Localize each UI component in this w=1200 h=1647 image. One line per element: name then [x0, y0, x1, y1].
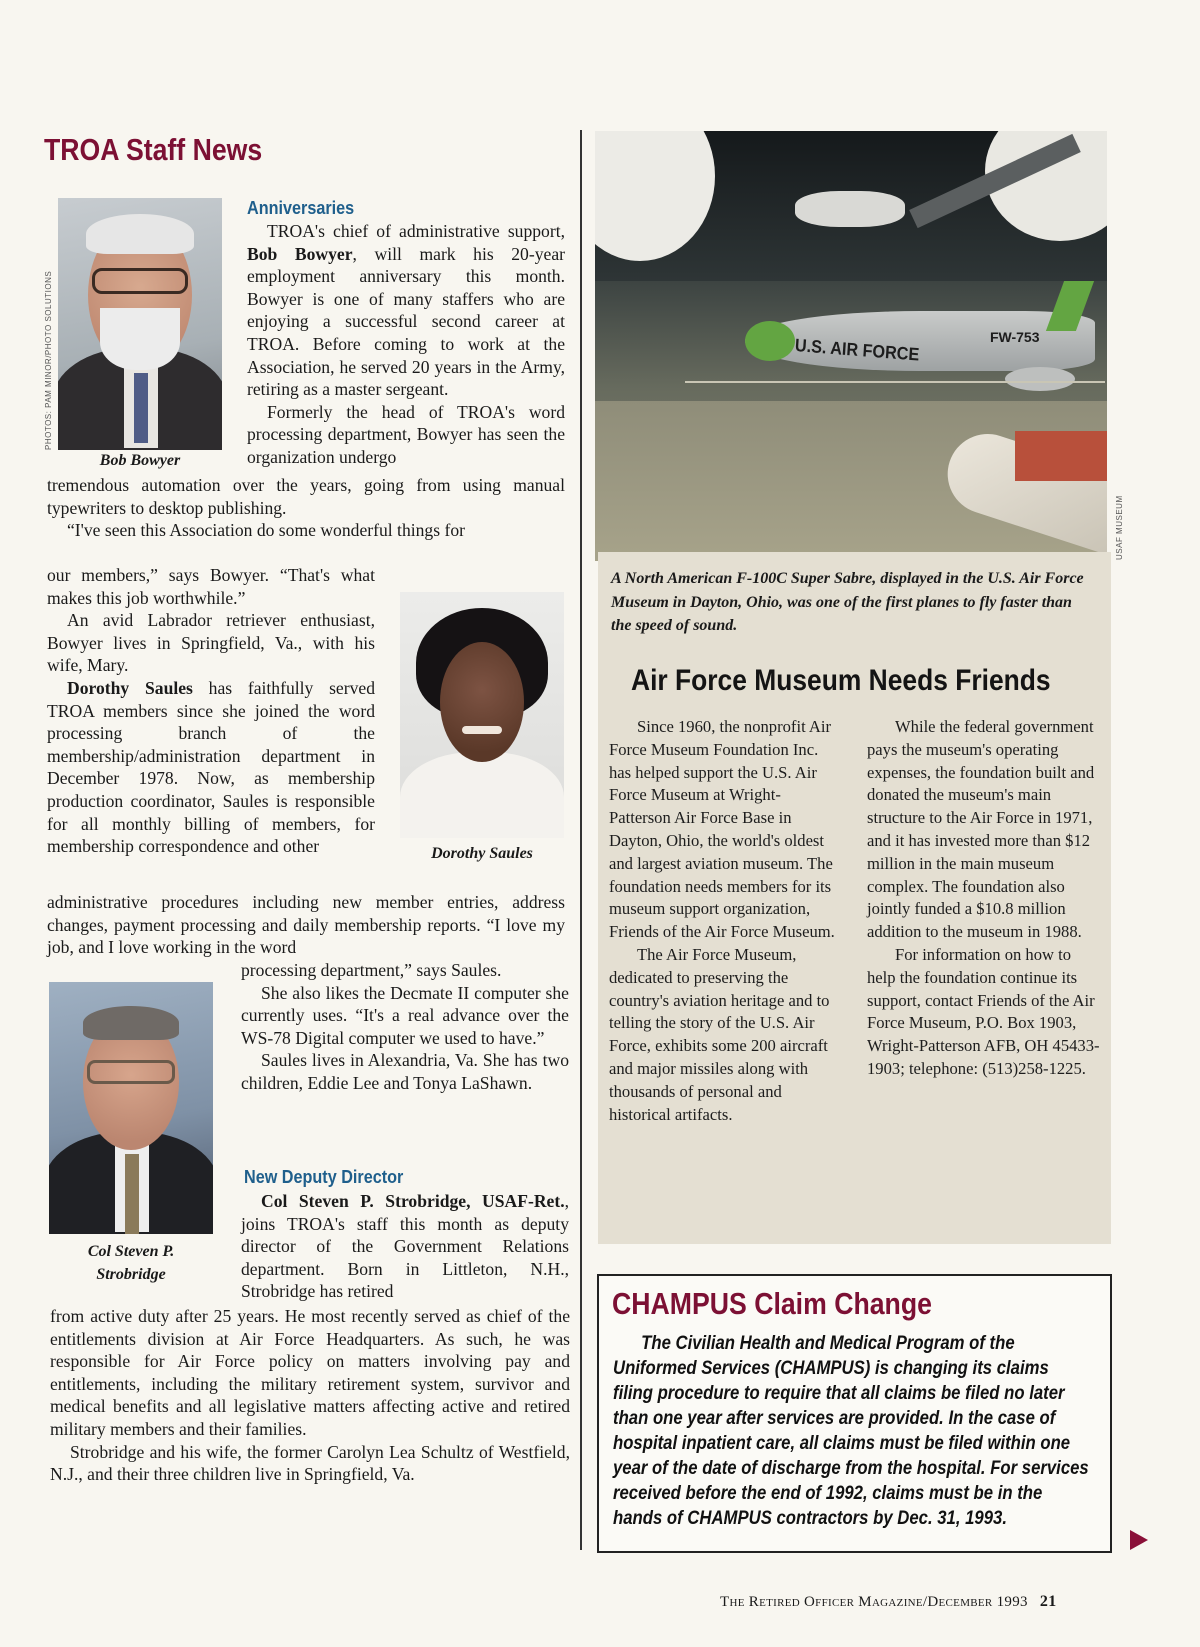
plane-tail-number: FW-753 [990, 329, 1040, 345]
museum-photo-caption: A North American F-100C Super Sabre, displayed in the U.S. Air Force Museum in Dayton, Ohio, was one of the first planes to fly faster than the speed of sound. [611, 570, 1084, 634]
bowyer-text-block [247, 220, 565, 469]
page-title: TROA Staff News [44, 132, 263, 167]
museum-col1-paragraph-2: The Air Force Museum, dedicated to preserving the country's aviation heritage and to telling the story of the U.S. Air Force, exhibits some 200 aircraft and major missiles along with thousands of personal and historical artifacts. [609, 944, 830, 1124]
photo-credit-staff: PHOTOS: PAM MINOR/PHOTO SOLUTIONS [44, 270, 53, 450]
bowyer-paragraph-4: An avid Labrador retriever enthusiast, Bowyer lives in Springfield, Va., with his wife, Mary. [47, 610, 375, 676]
bowyer-caption: Bob Bowyer [99, 452, 181, 469]
strobridge-caption-line1: Col Steven P. [87, 1243, 175, 1260]
strobridge-paragraph-1: Col Steven P. Strobridge, USAF-Ret., joins TROA's staff this month as deputy director of the Government Relations department. Born in Littleton, N.H., Strobridge has retired [241, 1191, 569, 1302]
strobridge-caption-line2: Strobridge [96, 1266, 166, 1283]
saules-text-cont [47, 891, 565, 959]
page-footer [720, 1593, 1057, 1611]
page-number: 21 [1039, 1593, 1057, 1610]
saules-paragraph-1: Dorothy Saules has faithfully served TROA members since she joined the word processing branch of the membership/administration department in December 1978. Now, as membership production coordinator, Saules is responsible for all monthly billing of members, for membership correspondence and other [47, 677, 375, 857]
strobridge-caption [49, 1240, 213, 1286]
strobridge-paragraph-1-cont: from active duty after 25 years. He most recently served as chief of the entitlements division at Air Force Headquarters. As such, he was responsible for Air Force policy on matters involving pay and entitlements, including the military retirement system, survivor and medical benefits and all legislative matters affecting active and retired military members and their families. [50, 1306, 570, 1439]
strobridge-side-text [241, 1190, 569, 1303]
saules-caption: Dorothy Saules [431, 845, 533, 862]
bowyer-paragraph-3: “I've seen this Association do some wonderful things for [67, 520, 465, 541]
strobridge-paragraph-2: Strobridge and his wife, the former Carolyn Lea Schultz of Westfield, N.J., and their three children live in Springfield, Va. [50, 1441, 570, 1485]
bowyer-paragraph-1: TROA's chief of administrative support, Bob Bowyer, will mark his 20-year employment anniversary this month. Bowyer is one of many staffers who are enjoying a successful second career at TROA. Before coming to work at the Association, he served 20 years in the Army, retiring as a master sergeant. [247, 221, 565, 400]
deputy-director-heading: New Deputy Director [244, 1167, 404, 1187]
saules-paragraph-3: Saules lives in Alexandria, Va. She has two children, Eddie Lee and Tonya LaShawn. [241, 1050, 569, 1093]
strobridge-photo [49, 982, 213, 1234]
strobridge-text-cont [50, 1305, 570, 1486]
museum-column-1 [609, 716, 841, 1126]
bowyer-paragraph-3-cont: our members,” says Bowyer. “That's what makes this job worthwhile.” [47, 565, 375, 608]
bowyer-paragraph-2-cont: tremendous automation over the years, going from using manual typewriters to desktop publishing. [47, 475, 565, 518]
champus-title: CHAMPUS Claim Change [612, 1286, 932, 1321]
champus-body: The Civilian Health and Medical Program of the Uniformed Services (CHAMPUS) is changing its claims filing procedure to require that all claims be filed no later than one year after services are provided. In the case of hospital inpatient care, all claims must be filed within one year of the date of discharge from the hospital. For services received before the end of 1992, claims must be in the hands of CHAMPUS contractors by Dec. 31, 1993. [613, 1333, 1089, 1529]
museum-col2-paragraph-1: While the federal government pays the museum's operating expenses, the foundation built and donated the museum's main structure to the Air Force in 1971, and it has invested more than $12 million in the main museum complex. The foundation also jointly funded a $10.8 million addition to the museum in 1988. [867, 717, 1095, 942]
dorothy-saules-photo [400, 592, 564, 838]
saules-side-text [47, 564, 375, 858]
magazine-name: The Retired Officer Magazine/December 1993 [720, 1594, 1028, 1610]
column-divider [580, 130, 582, 1550]
continue-arrow-icon [1130, 1530, 1148, 1550]
anniversaries-heading: Anniversaries [247, 198, 355, 218]
plane-markings: U.S. AIR FORCE [794, 335, 920, 365]
saules-paragraph-1-cont2: processing department,” says Saules. [241, 960, 502, 980]
museum-col2-paragraph-2: For information on how to help the foundation continue its support, contact Friends of the Air Force Museum, P.O. Box 1903, Wright-Patterson AFB, OH 45433-1903; telephone: (513)258-1225. [867, 944, 1100, 1078]
bowyer-text-cont [47, 474, 565, 542]
photo-credit-museum: USAF MUSEUM [1115, 495, 1124, 560]
museum-article-title: Air Force Museum Needs Friends [631, 664, 1051, 697]
saules-paragraph-2: She also likes the Decmate II computer she currently uses. “It's a real advance over the WS-78 Digital computer we used to have.” [241, 982, 569, 1048]
museum-photo [595, 131, 1107, 561]
saules-paragraph-1-cont: administrative procedures including new member entries, address changes, payment processing and daily membership reports. “I love my job, and I love working in the word [47, 892, 565, 958]
bob-bowyer-photo [58, 198, 222, 450]
bowyer-paragraph-2: Formerly the head of TROA's word processing department, Bowyer has seen the organization undergo [247, 401, 565, 467]
museum-col1-paragraph-1: Since 1960, the nonprofit Air Force Museum Foundation Inc. has helped support the U.S. Air Force Museum at Wright-Patterson Air Force Base in Dayton, Ohio, the world's oldest and largest aviation museum. The foundation needs members for its museum support organization, Friends of the Air Force Museum. [609, 717, 835, 942]
saules-end-text [241, 959, 569, 1095]
champus-box [597, 1274, 1112, 1553]
museum-column-2 [867, 716, 1103, 1081]
